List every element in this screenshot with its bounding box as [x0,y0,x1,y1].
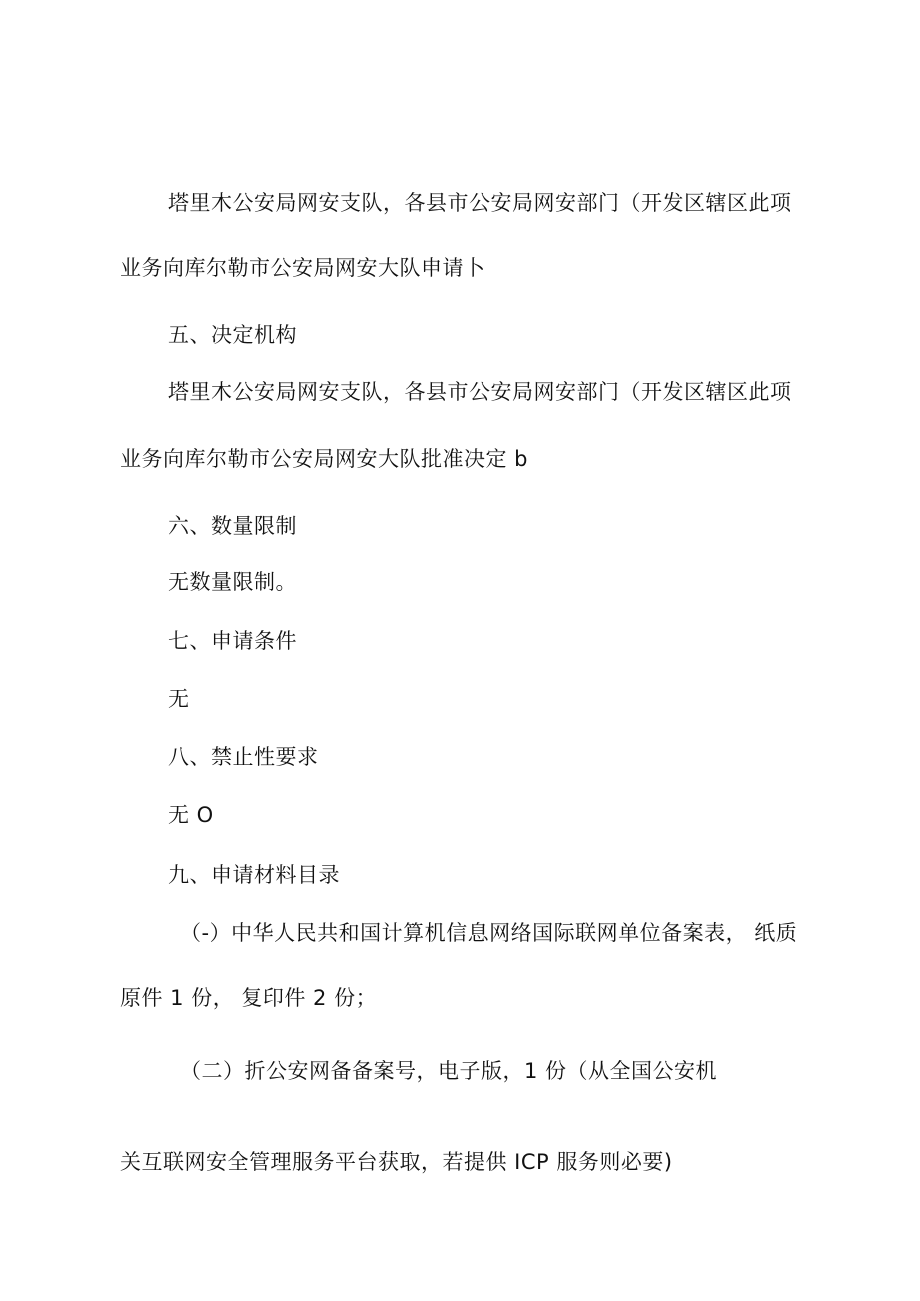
list-item: （-）中华人民共和国计算机信息网络国际联网单位备案表， 纸质 [180,921,798,945]
section-heading-quantity-limit: 六、数量限制 [168,514,297,538]
section-heading-decision-authority: 五、决定机构 [168,323,297,347]
list-item: （二）折公安网备备案号，电子版，1 份（从全国公安机 [180,1059,718,1083]
section-heading-materials-list: 九、申请材料目录 [168,863,340,887]
section-heading-prohibitions: 八、禁止性要求 [168,745,319,769]
paragraph-line: 无 O [168,803,214,827]
paragraph-line: 无数量限制。 [168,570,297,594]
paragraph-line: 原件 1 份， 复印件 2 份； [120,986,378,1010]
paragraph-line: 关互联网安全管理服务平台获取，若提供 ICP 服务则必要) [120,1150,673,1174]
paragraph-line: 塔里木公安局网安支队，各县市公安局网安部门（开发区辖区此项 [168,191,792,215]
paragraph-line: 业务向库尔勒市公安局网安大队申请卜 [120,256,486,280]
section-heading-application-conditions: 七、申请条件 [168,629,297,653]
paragraph-line: 无 [168,687,190,711]
paragraph-line: 塔里木公安局网安支队，各县市公安局网安部门（开发区辖区此项 [168,380,792,404]
paragraph-line: 业务向库尔勒市公安局网安大队批准决定 b [120,447,529,471]
